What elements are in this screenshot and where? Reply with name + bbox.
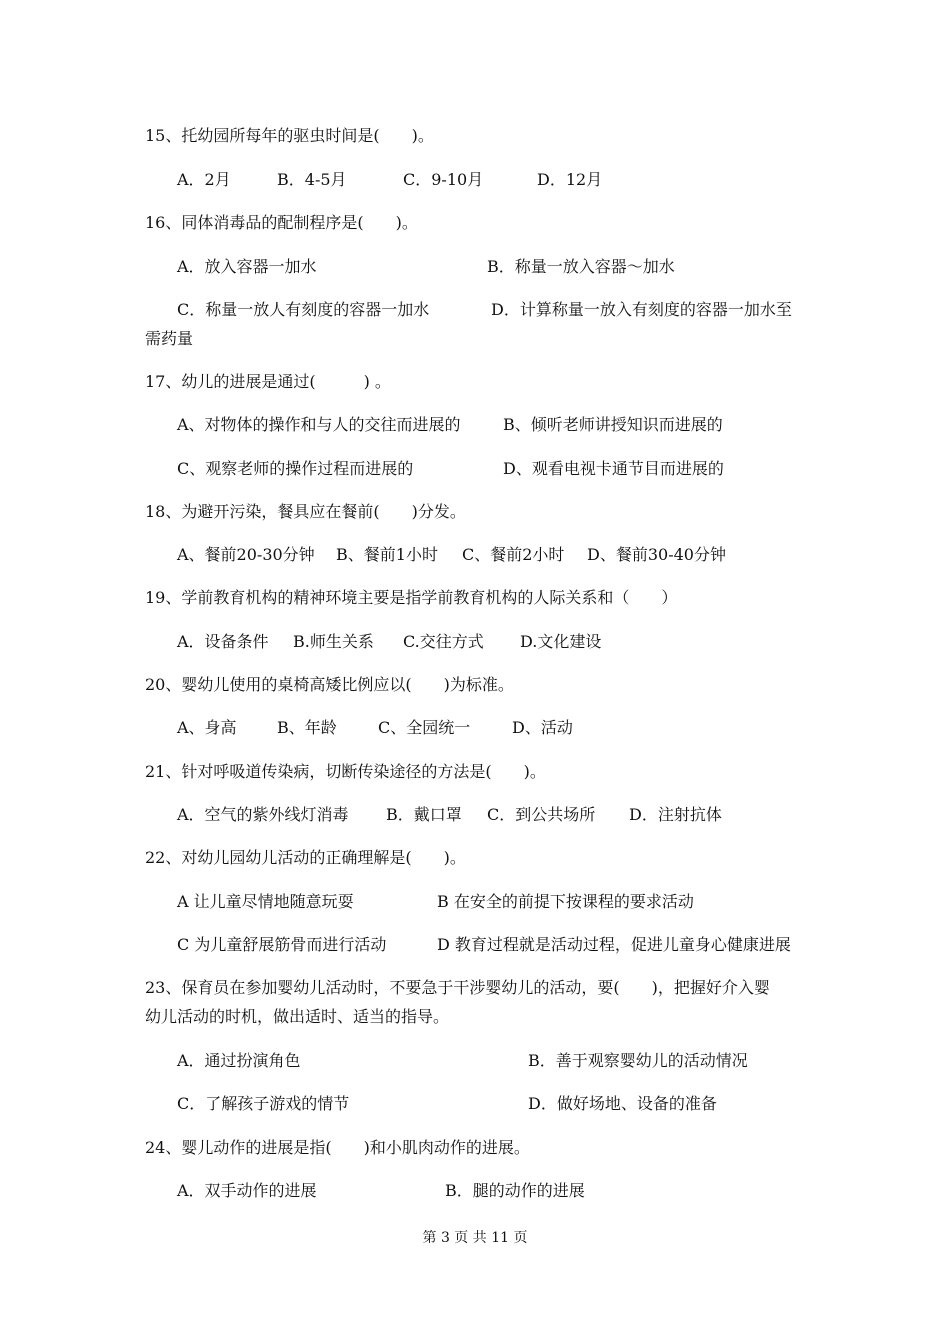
option-15a: A．2月 [177, 170, 231, 189]
option-16d-continuation: 需药量 [145, 329, 194, 348]
option-22d: D 教育过程就是活动过程，促进儿童身心健康进展 [437, 935, 791, 954]
option-20d: D、活动 [512, 718, 573, 737]
option-23b: B．善于观察婴幼儿的活动情况 [528, 1051, 748, 1070]
option-21b: B．戴口罩 [386, 805, 462, 824]
option-16d: D．计算称量一放入有刻度的容器一加水至 [491, 300, 792, 319]
question-19: 19、学前教育机构的精神环境主要是指学前教育机构的人际关系和（ ） [145, 588, 678, 607]
question-22: 22、对幼儿园幼儿活动的正确理解是( )。 [145, 848, 466, 867]
option-24a: A．双手动作的进展 [177, 1181, 317, 1200]
option-20c: C、全园统一 [378, 718, 471, 737]
option-21c: C．到公共场所 [487, 805, 596, 824]
option-15c: C．9-10月 [403, 170, 484, 189]
question-20: 20、婴幼儿使用的桌椅高矮比例应以( )为标准。 [145, 675, 514, 694]
option-19a: A．设备条件 [177, 632, 269, 651]
question-15: 15、托幼园所每年的驱虫时间是( )。 [145, 126, 434, 145]
option-18a: A、餐前20-30分钟 [177, 545, 315, 564]
option-18b: B、餐前1小时 [336, 545, 438, 564]
option-18d: D、餐前30-40分钟 [587, 545, 726, 564]
option-19d: D.文化建设 [520, 632, 602, 651]
page-footer: 第 3 页 共 11 页 [422, 1230, 528, 1246]
option-22a: A 让儿童尽情地随意玩耍 [177, 892, 354, 911]
option-16b: B．称量一放入容器～加水 [487, 257, 675, 276]
question-24: 24、婴儿动作的进展是指( )和小肌肉动作的进展。 [145, 1138, 530, 1157]
question-21: 21、针对呼吸道传染病，切断传染途径的方法是( )。 [145, 762, 546, 781]
question-23: 23、保育员在参加婴幼儿活动时，不要急于干涉婴幼儿的活动，要( )，把握好介入婴 [145, 978, 770, 997]
option-21d: D．注射抗体 [629, 805, 722, 824]
option-17b: B、倾听老师讲授知识而进展的 [503, 415, 723, 434]
option-15b: B．4-5月 [277, 170, 347, 189]
option-22c: C 为儿童舒展筋骨而进行活动 [177, 935, 387, 954]
option-23d: D．做好场地、设备的准备 [528, 1094, 717, 1113]
option-20b: B、年龄 [277, 718, 337, 737]
option-18c: C、餐前2小时 [462, 545, 565, 564]
option-20a: A、身高 [177, 718, 237, 737]
option-16a: A．放入容器一加水 [177, 257, 317, 276]
option-24b: B．腿的动作的进展 [445, 1181, 585, 1200]
option-23c: C．了解孩子游戏的情节 [177, 1094, 350, 1113]
question-16: 16、同体消毒品的配制程序是( )。 [145, 213, 418, 232]
option-19c: C.交往方式 [403, 632, 484, 651]
question-17: 17、幼儿的进展是通过( ) 。 [145, 372, 391, 391]
option-17a: A、对物体的操作和与人的交往而进展的 [177, 415, 461, 434]
option-15d: D．12月 [537, 170, 603, 189]
option-21a: A．空气的紫外线灯消毒 [177, 805, 349, 824]
option-22b: B 在安全的前提下按课程的要求活动 [437, 892, 694, 911]
option-16c: C．称量一放人有刻度的容器一加水 [177, 300, 430, 319]
option-19b: B.师生关系 [293, 632, 374, 651]
option-23a: A．通过扮演角色 [177, 1051, 301, 1070]
option-17c: C、观察老师的操作过程而进展的 [177, 459, 414, 478]
question-23-continuation: 幼儿活动的时机，做出适时、适当的指导。 [145, 1007, 450, 1026]
question-18: 18、为避开污染，餐具应在餐前( )分发。 [145, 502, 466, 521]
option-17d: D、观看电视卡通节目而进展的 [503, 459, 724, 478]
